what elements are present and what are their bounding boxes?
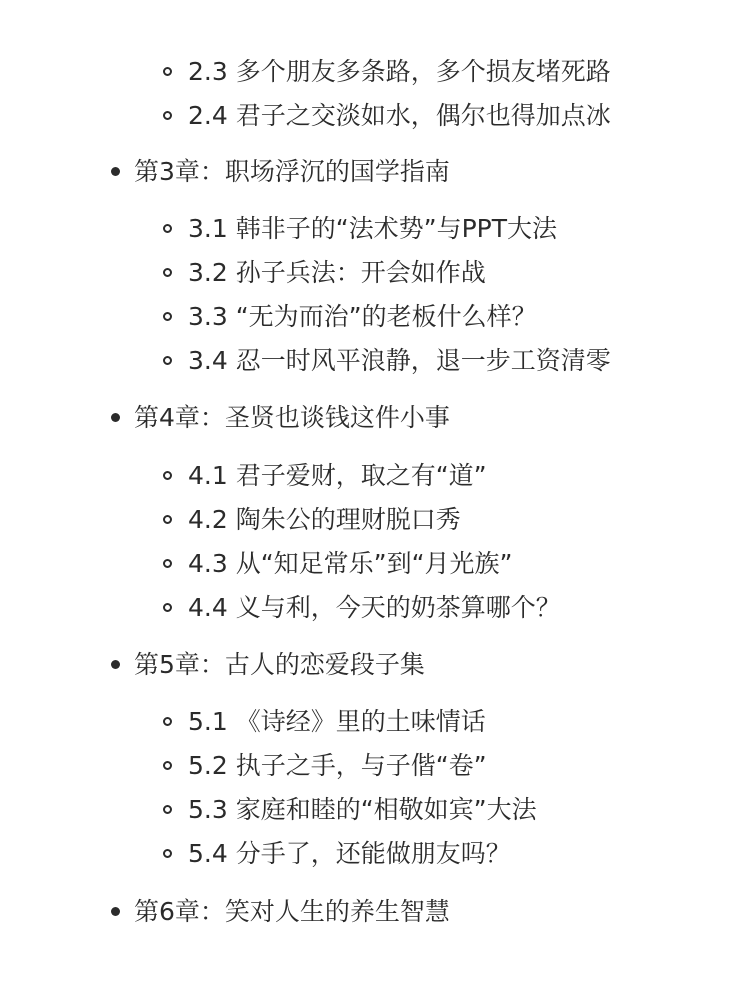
section-title: 4.1 君子爱财，取之有“道” bbox=[188, 461, 487, 490]
chapter-title: 第6章：笑对人生的养生智慧 bbox=[134, 897, 450, 926]
filled-bullet-icon bbox=[111, 167, 120, 176]
hollow-bullet-icon bbox=[163, 849, 172, 858]
hollow-bullet-icon bbox=[163, 224, 172, 233]
section-title: 5.1 《诗经》里的土味情话 bbox=[188, 707, 486, 736]
chapter-title: 第4章：圣贤也谈钱这件小事 bbox=[134, 403, 450, 432]
hollow-bullet-icon bbox=[163, 471, 172, 480]
hollow-bullet-icon bbox=[163, 559, 172, 568]
section-title: 4.2 陶朱公的理财脱口秀 bbox=[188, 505, 461, 534]
section-title: 5.4 分手了，还能做朋友吗？ bbox=[188, 839, 511, 868]
chapter-title: 第5章：古人的恋爱段子集 bbox=[134, 650, 425, 679]
section-title: 3.1 韩非子的“法术势”与PPT大法 bbox=[188, 214, 558, 243]
hollow-bullet-icon bbox=[163, 67, 172, 76]
section-title: 4.4 义与利，今天的奶茶算哪个？ bbox=[188, 593, 561, 622]
hollow-bullet-icon bbox=[163, 717, 172, 726]
hollow-bullet-icon bbox=[163, 312, 172, 321]
filled-bullet-icon bbox=[111, 907, 120, 916]
hollow-bullet-icon bbox=[163, 603, 172, 612]
section-title: 3.4 忍一时风平浪静，退一步工资清零 bbox=[188, 346, 611, 375]
hollow-bullet-icon bbox=[163, 111, 172, 120]
section-title: 2.4 君子之交淡如水，偶尔也得加点冰 bbox=[188, 101, 611, 130]
section-title: 2.3 多个朋友多条路，多个损友堵死路 bbox=[188, 57, 611, 86]
hollow-bullet-icon bbox=[163, 356, 172, 365]
section-title: 4.3 从“知足常乐”到“月光族” bbox=[188, 549, 513, 578]
hollow-bullet-icon bbox=[163, 805, 172, 814]
section-title: 3.3 “无为而治”的老板什么样？ bbox=[188, 302, 537, 331]
section-title: 3.2 孙子兵法：开会如作战 bbox=[188, 258, 486, 287]
chapter-title: 第3章：职场浮沉的国学指南 bbox=[134, 157, 450, 186]
hollow-bullet-icon bbox=[163, 761, 172, 770]
hollow-bullet-icon bbox=[163, 268, 172, 277]
section-title: 5.3 家庭和睦的“相敬如宾”大法 bbox=[188, 795, 537, 824]
filled-bullet-icon bbox=[111, 660, 120, 669]
filled-bullet-icon bbox=[111, 413, 120, 422]
section-title: 5.2 执子之手，与子偕“卷” bbox=[188, 751, 487, 780]
hollow-bullet-icon bbox=[163, 515, 172, 524]
